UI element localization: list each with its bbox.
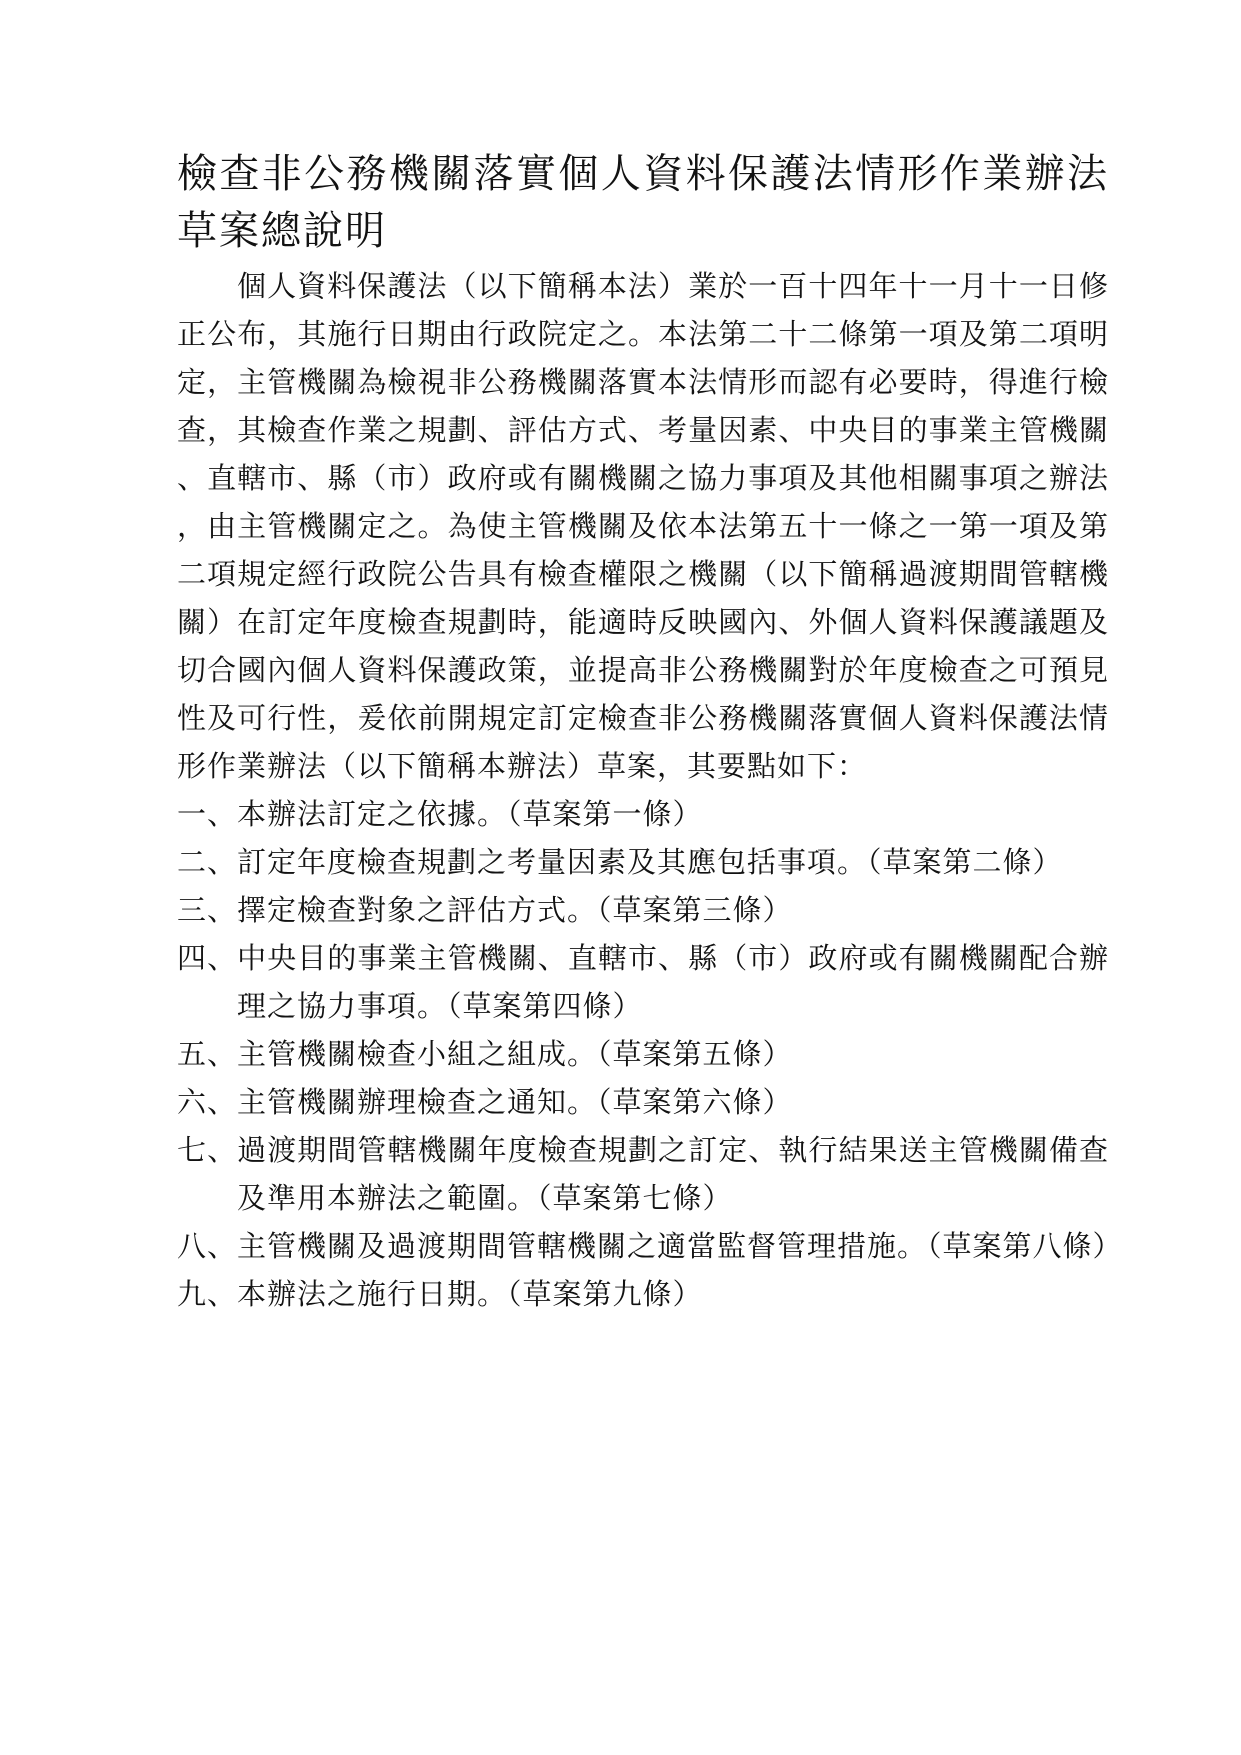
key-points-list [177,790,1123,1318]
title-line: 草案總說明 [177,208,387,254]
paragraph-line: 個人資料保護法（以下簡稱本法）業於一百十四年十一月十一日修 [237,269,1109,303]
document-title [177,146,1109,260]
summary-paragraph [177,262,1109,790]
list-item [177,1030,1109,1078]
paragraph-line: 正公布，其施行日期由行政院定之。本法第二十二條第一項及第二項明 [177,317,1109,351]
paragraph-line: 形作業辦法（以下簡稱本辦法）草案，其要點如下： [177,749,868,783]
paragraph-line: ，由主管機關定之。為使主管機關及依本法第五十一條之一第一項及第 [177,509,1109,543]
list-item [177,838,1109,886]
list-item-line: 及準用本辦法之範圍。（草案第七條） [237,1181,733,1215]
list-item-line: 六、主管機關辦理檢查之通知。（草案第六條） [177,1085,793,1119]
list-item [177,934,1109,1030]
paragraph-line: 定，主管機關為檢視非公務機關落實本法情形而認有必要時，得進行檢 [177,365,1109,399]
list-item [177,886,1109,934]
list-item [177,1078,1109,1126]
paragraph-line: 查，其檢查作業之規劃、評估方式、考量因素、中央目的事業主管機關 [177,413,1109,447]
paragraph-line: 關）在訂定年度檢查規劃時，能適時反映國內、外個人資料保護議題及 [177,605,1109,639]
paragraph-line: 、直轄市、縣（市）政府或有關機關之協力事項及其他相關事項之辦法 [177,461,1109,495]
list-item-line: 一、本辦法訂定之依據。（草案第一條） [177,797,703,831]
document-body [177,262,1123,1318]
title-line: 檢查非公務機關落實個人資料保護法情形作業辦法 [177,151,1109,197]
list-item-line: 三、擇定檢查對象之評估方式。（草案第三條） [177,893,793,927]
list-item [177,790,1109,838]
list-item-line: 九、本辦法之施行日期。（草案第九條） [177,1277,703,1311]
list-item-line: 五、主管機關檢查小組之組成。（草案第五條） [177,1037,793,1071]
list-item [177,1126,1109,1222]
list-item [177,1222,1123,1270]
list-item-line: 四、中央目的事業主管機關、直轄市、縣（市）政府或有關機關配合辦 [177,941,1109,975]
list-item-line: 理之協力事項。（草案第四條） [237,989,643,1023]
paragraph-line: 切合國內個人資料保護政策，並提高非公務機關對於年度檢查之可預見 [177,653,1109,687]
list-item-line: 七、過渡期間管轄機關年度檢查規劃之訂定、執行結果送主管機關備查 [177,1133,1109,1167]
paragraph-line: 二項規定經行政院公告具有檢查權限之機關（以下簡稱過渡期間管轄機 [177,557,1109,591]
list-item-line: 二、訂定年度檢查規劃之考量因素及其應包括事項。（草案第二條） [177,845,1063,879]
document-content [177,146,1123,1318]
list-item-line: 八、主管機關及過渡期間管轄機關之適當監督管理措施。（草案第八條） [177,1229,1123,1263]
list-item [177,1270,1109,1318]
paragraph-line: 性及可行性，爰依前開規定訂定檢查非公務機關落實個人資料保護法情 [177,701,1109,735]
